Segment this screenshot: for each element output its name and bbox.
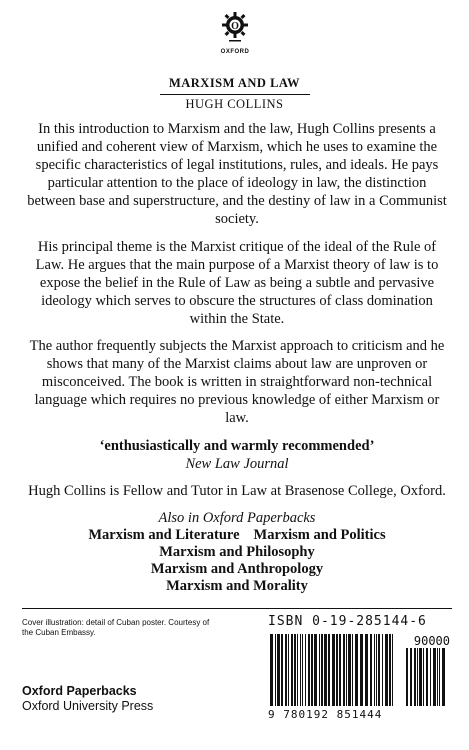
also-list: [22, 527, 452, 595]
barcode-bar: [314, 634, 317, 706]
barcode-bar: [417, 648, 418, 706]
logo-text: OXFORD: [220, 49, 250, 55]
barcode-bar: [442, 648, 445, 706]
barcode-bar: [433, 648, 436, 706]
barcode-bar: [346, 634, 347, 706]
book-title: MARXISM AND LAW: [168, 76, 301, 90]
book-author: HUGH COLLINS: [185, 97, 284, 111]
oxford-logo: [218, 10, 252, 62]
barcode-bar: [305, 634, 306, 706]
isbn-ean: 9 780192 851444: [268, 708, 383, 721]
barcode-bar: [339, 634, 341, 706]
isbn-label: ISBN 0-19-285144-6: [268, 614, 427, 629]
barcode-bar: [302, 634, 303, 706]
barcode-bar: [385, 634, 388, 706]
publisher: [22, 684, 153, 714]
also-title-5: Marxism and Morality: [166, 577, 308, 594]
barcode-bar: [270, 634, 273, 706]
review-quote: ‘enthusiastically and warmly recommended’: [99, 437, 375, 454]
isbn-addon: 90000: [413, 634, 450, 648]
addon-barcode-icon: [404, 648, 450, 708]
barcode-bar: [374, 634, 375, 706]
barcode-bar: [419, 648, 422, 706]
title-divider: [160, 94, 310, 95]
barcode-bar: [294, 634, 296, 706]
publisher-name: Oxford University Press: [22, 699, 154, 713]
also-title-3: Marxism and Philosophy: [159, 543, 315, 560]
barcode-bar: [291, 634, 293, 706]
barcode-bar: [414, 648, 416, 706]
barcode-bar: [376, 634, 377, 706]
barcode-bar: [300, 634, 301, 706]
barcode-bar: [311, 634, 313, 706]
barcode-bar: [410, 648, 412, 706]
barcode-bar: [378, 634, 380, 706]
also-title-2: Marxism and Politics: [253, 526, 386, 543]
barcode-bar: [437, 648, 438, 706]
barcode-bar: [281, 634, 283, 706]
barcode-bar: [360, 634, 363, 706]
barcode-bar: [370, 634, 372, 706]
barcode-bar: [355, 634, 358, 706]
title-block: [0, 76, 469, 112]
barcode-bar: [275, 634, 276, 706]
blurb-paragraph-1: In this introduction to Marxism and the law, Hugh Collins presents a unified and coherent view of Marxism, which he uses to examine the specific characteristics of legal institutions, rules, and ideals. He pays particular attention to the place of ideology in law, the distinction between base and superstructure, and the destiny of law in a Communist society.: [27, 121, 447, 228]
barcode-bar: [297, 634, 298, 706]
barcode-bar: [389, 634, 391, 706]
barcode-bar: [288, 634, 289, 706]
isbn-barcode-block: [268, 614, 450, 732]
barcode-bar: [426, 648, 428, 706]
publisher-imprint: Oxford Paperbacks: [22, 684, 137, 698]
barcode-bar: [277, 634, 280, 706]
barcode-bar: [392, 634, 393, 706]
also-title-1: Marxism and Literature: [88, 526, 240, 543]
review-source: New Law Journal: [185, 455, 289, 472]
barcode-bar: [439, 648, 440, 706]
bottom-divider: [22, 608, 452, 609]
barcode-bar: [365, 634, 368, 706]
barcode-bar: [406, 648, 408, 706]
barcode-bar: [285, 634, 287, 706]
cover-credit: Cover illustration: detail of Cuban poster. Courtesy of the Cuban Embassy.: [22, 618, 210, 637]
barcode-bar: [352, 634, 353, 706]
barcode-bar: [423, 648, 424, 706]
blurb-paragraph-3: The author frequently subjects the Marxist approach to criticism and he shows that many of the Marxist claims about law are unproven or misconceived. The book is written in straightforward non-technical language which requires no previous knowledge of either Marxism or law.: [29, 338, 445, 427]
barcode-bar: [348, 634, 351, 706]
barcode-bar: [332, 634, 335, 706]
blurb: [22, 120, 452, 595]
also-heading: Also in Oxford Paperbacks: [158, 509, 316, 526]
also-title-4: Marxism and Anthropology: [150, 560, 324, 577]
barcode-bar: [328, 634, 330, 706]
barcode-bar: [430, 648, 431, 706]
barcode-bar: [324, 634, 327, 706]
barcode-bar: [336, 634, 338, 706]
barcode-icon: [268, 634, 398, 708]
svg-text:O: O: [231, 21, 239, 32]
author-bio: Hugh Collins is Fellow and Tutor in Law at Brasenose College, Oxford.: [28, 482, 446, 499]
barcode-bar: [308, 634, 310, 706]
blurb-paragraph-2: His principal theme is the Marxist critique of the ideal of the Rule of Law. He argues that the main purpose of a Marxist theory of law is to expose the belief in the Rule of Law as being a subtle and pervasive ideology which serves to obscure the structures of class domination within the State.: [35, 238, 439, 327]
oxford-crest-icon: [220, 10, 250, 48]
barcode-bar: [382, 634, 383, 706]
barcode-bar: [321, 634, 323, 706]
barcode-bar: [319, 634, 320, 706]
barcode-bar: [343, 634, 345, 706]
